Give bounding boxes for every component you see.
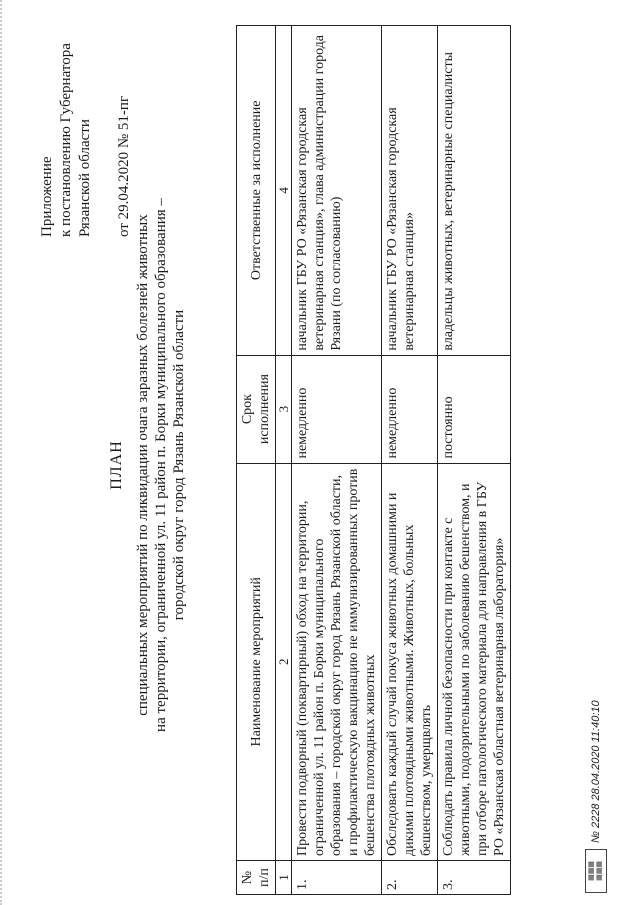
row-measure: Обследовать каждый случай покуса животных домашними и дикими плотоядными животными. Животных, больных бешенством, умерщвлять: [382, 463, 438, 860]
row-responsible: начальник ГБУ РО «Рязанская городская ветеринарная станция»: [382, 26, 438, 356]
appendix-line: к постановлению Губернатора: [58, 43, 74, 237]
plan-table: [236, 25, 511, 895]
column-number-row: [276, 26, 292, 895]
appendix-line: Приложение: [39, 156, 55, 237]
row-number: 2.: [382, 861, 438, 895]
registry-logo-icon: ▦▦▦ ▦▦▦: [585, 849, 607, 893]
plan-heading: ПЛАН: [108, 440, 125, 490]
column-header-num: № п/п: [237, 861, 276, 895]
registration-stamp: [585, 700, 607, 893]
column-header-responsible: Ответственные за исполнение: [237, 26, 276, 356]
row-number: 3.: [438, 861, 511, 895]
column-number: 4: [276, 26, 292, 356]
column-header-term: Срок исполнения: [237, 355, 276, 463]
column-header-name: Наименование мероприятий: [237, 463, 276, 860]
column-number: 3: [276, 355, 292, 463]
table-row: [382, 26, 438, 895]
row-term: немедленно: [292, 355, 382, 463]
table-row: [438, 26, 511, 895]
column-number: 2: [276, 463, 292, 860]
row-measure: Соблюдать правила личной безопасности при контакте с животными, подозрительными по заболеванию бешенством, и при отборе патологического материала для направления в ГБУ РО «Рязанская областная ветеринарная лаборатория»: [438, 463, 511, 860]
table-header-row: [237, 26, 276, 895]
row-responsible: начальник ГБУ РО «Рязанская городская ветеринарная станция», глава администрации города Рязани (по согласованию): [292, 26, 382, 356]
plan-subtitle-line: городской округ город Рязань Рязанской области: [171, 309, 187, 621]
plan-subtitle-line: специальных мероприятий по ликвидации очага заразных болезней животных: [135, 214, 151, 716]
plan-subtitle-line: на территории, ограниченной ул. 11 район п. Борки муниципального образования –: [153, 198, 169, 732]
row-number: 1.: [292, 861, 382, 895]
plan-title-block: [108, 115, 188, 815]
appendix-line: Рязанской области: [77, 119, 93, 237]
column-number: 1: [276, 861, 292, 895]
registration-number: № 2228 28.04.2020 11:40:10: [590, 700, 602, 843]
table-row: [292, 26, 382, 895]
row-responsible: владельцы животных, ветеринарные специалисты: [438, 26, 511, 356]
row-measure: Провести подворный (поквартирный) обход на территории, ограниченной ул. 11 район п. Борки муниципального образования – городской округ город Рязань Рязанской области, и профилактическую вакцинацию не иммунизированных против бешенства плотоядных животных: [292, 463, 382, 860]
scan-edge: [0, 0, 8, 905]
appendix-date: от 29.04.2020 № 51-пг: [116, 95, 132, 237]
row-term: постоянно: [438, 355, 511, 463]
row-term: немедленно: [382, 355, 438, 463]
